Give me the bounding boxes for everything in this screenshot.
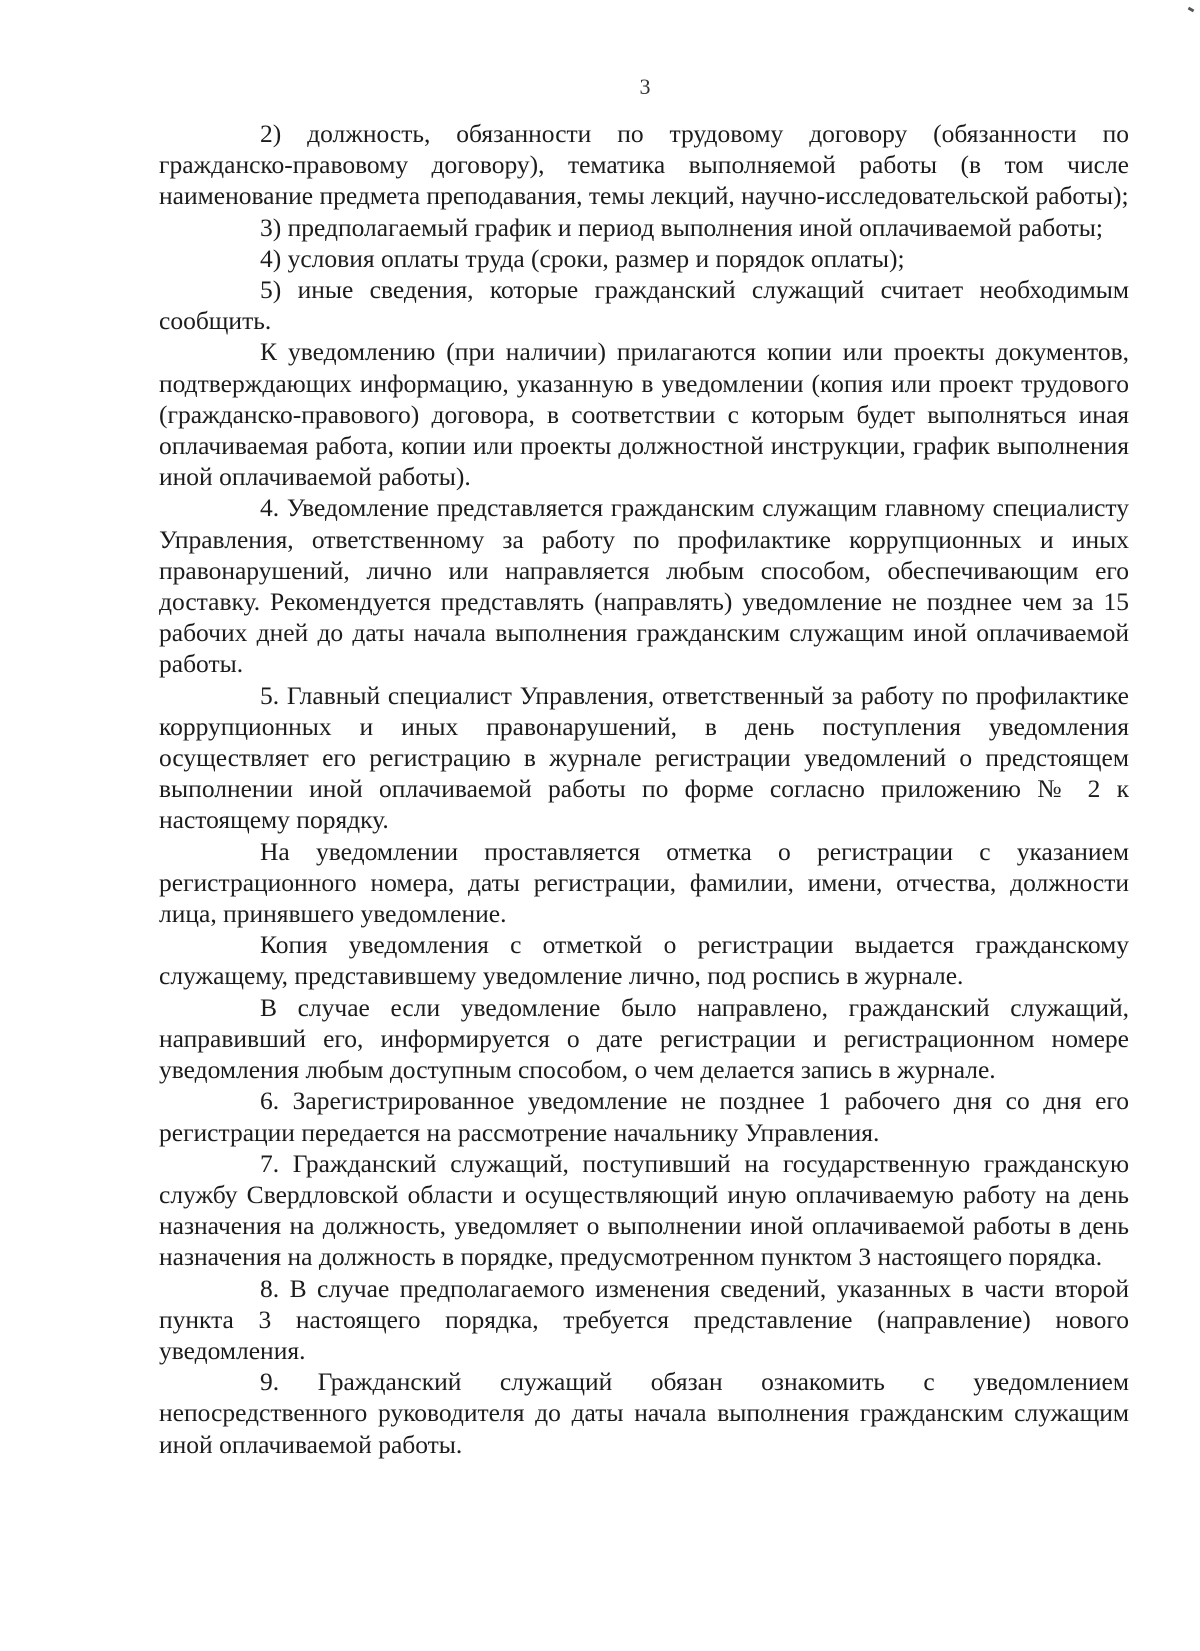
paragraph-section-8: 8. В случае предполагаемого изменения сведений, указанных в части второй пункта 3 настоящего порядка, требуется представление (направление) нового уведомления. [159, 1273, 1129, 1365]
paragraph-copy-issued: Копия уведомления с отметкой о регистрации выдается гражданскому служащему, представившему уведомление лично, под роспись в журнале. [159, 930, 1129, 991]
document-body [159, 118, 1129, 1460]
paragraph-item-2: 2) должность, обязанности по трудовому договору (обязанности по гражданско-правовому договору), тематика выполняемой работы (в том числе наименование предмета преподавания, темы лекций, научно-исследовательской работы); [159, 119, 1129, 211]
scan-artifact [1188, 7, 1195, 13]
page-number: 3 [639, 74, 651, 99]
paragraph-section-7: 7. Гражданский служащий, поступивший на государственную гражданскую службу Свердловской области и осуществляющий иную оплачиваемую работу на день назначения на должность, уведомляет о выполнении иной оплачиваемой работы в день назначения на должность в порядке, предусмотренном пунктом 3 настоящего порядка. [159, 1148, 1129, 1272]
paragraph-section-6: 6. Зарегистрированное уведомление не позднее 1 рабочего дня со дня его регистрации передается на рассмотрение начальнику Управления. [159, 1086, 1129, 1147]
paragraph-attachments: К уведомлению (при наличии) прилагаются копии или проекты документов, подтверждающих информацию, указанную в уведомлении (копия или проект трудового (гражданско-правового) договора, в соответствии с которым будет выполняться иная оплачиваемая работа, копии или проекты должностной инструкции, график выполнения иной оплачиваемой работы). [159, 337, 1129, 492]
paragraph-section-4: 4. Уведомление представляется гражданским служащим главному специалисту Управления, ответственному за работу по профилактике коррупционных и иных правонарушений, лично или направляется любым способом, обеспечивающим его доставку. Рекомендуется представлять (направлять) уведомление не позднее чем за 15 рабочих дней до даты начала выполнения гражданским служащим иной оплачиваемой работы. [159, 493, 1129, 679]
paragraph-section-5: 5. Главный специалист Управления, ответственный за работу по профилактике коррупционных и иных правонарушений, в день поступления уведомления осуществляет его регистрацию в журнале регистрации уведомлений о предстоящем выполнении иной оплачиваемой работы по форме согласно приложению № 2 к настоящему порядку. [159, 680, 1129, 835]
paragraph-item-4: 4) условия оплаты труда (сроки, размер и порядок оплаты); [260, 243, 905, 273]
paragraph-section-9: 9. Гражданский служащий обязан ознакомить с уведомлением непосредственного руководителя до даты начала выполнения гражданским служащим иной оплачиваемой работы. [159, 1367, 1129, 1459]
paragraph-registration-mark: На уведомлении проставляется отметка о регистрации с указанием регистрационного номера, даты регистрации, фамилии, имени, отчества, должности лица, принявшего уведомление. [159, 836, 1129, 929]
paragraph-item-3: 3) предполагаемый график и период выполнения иной оплачиваемой работы; [260, 212, 1104, 242]
paragraph-notification-sent: В случае если уведомление было направлено, гражданский служащий, направивший его, информируется о дате регистрации и регистрационном номере уведомления любым доступным способом, о чем делается запись в журнале. [159, 992, 1129, 1085]
paragraph-item-5: 5) иные сведения, которые гражданский служащий считает необходимым сообщить. [159, 275, 1129, 336]
